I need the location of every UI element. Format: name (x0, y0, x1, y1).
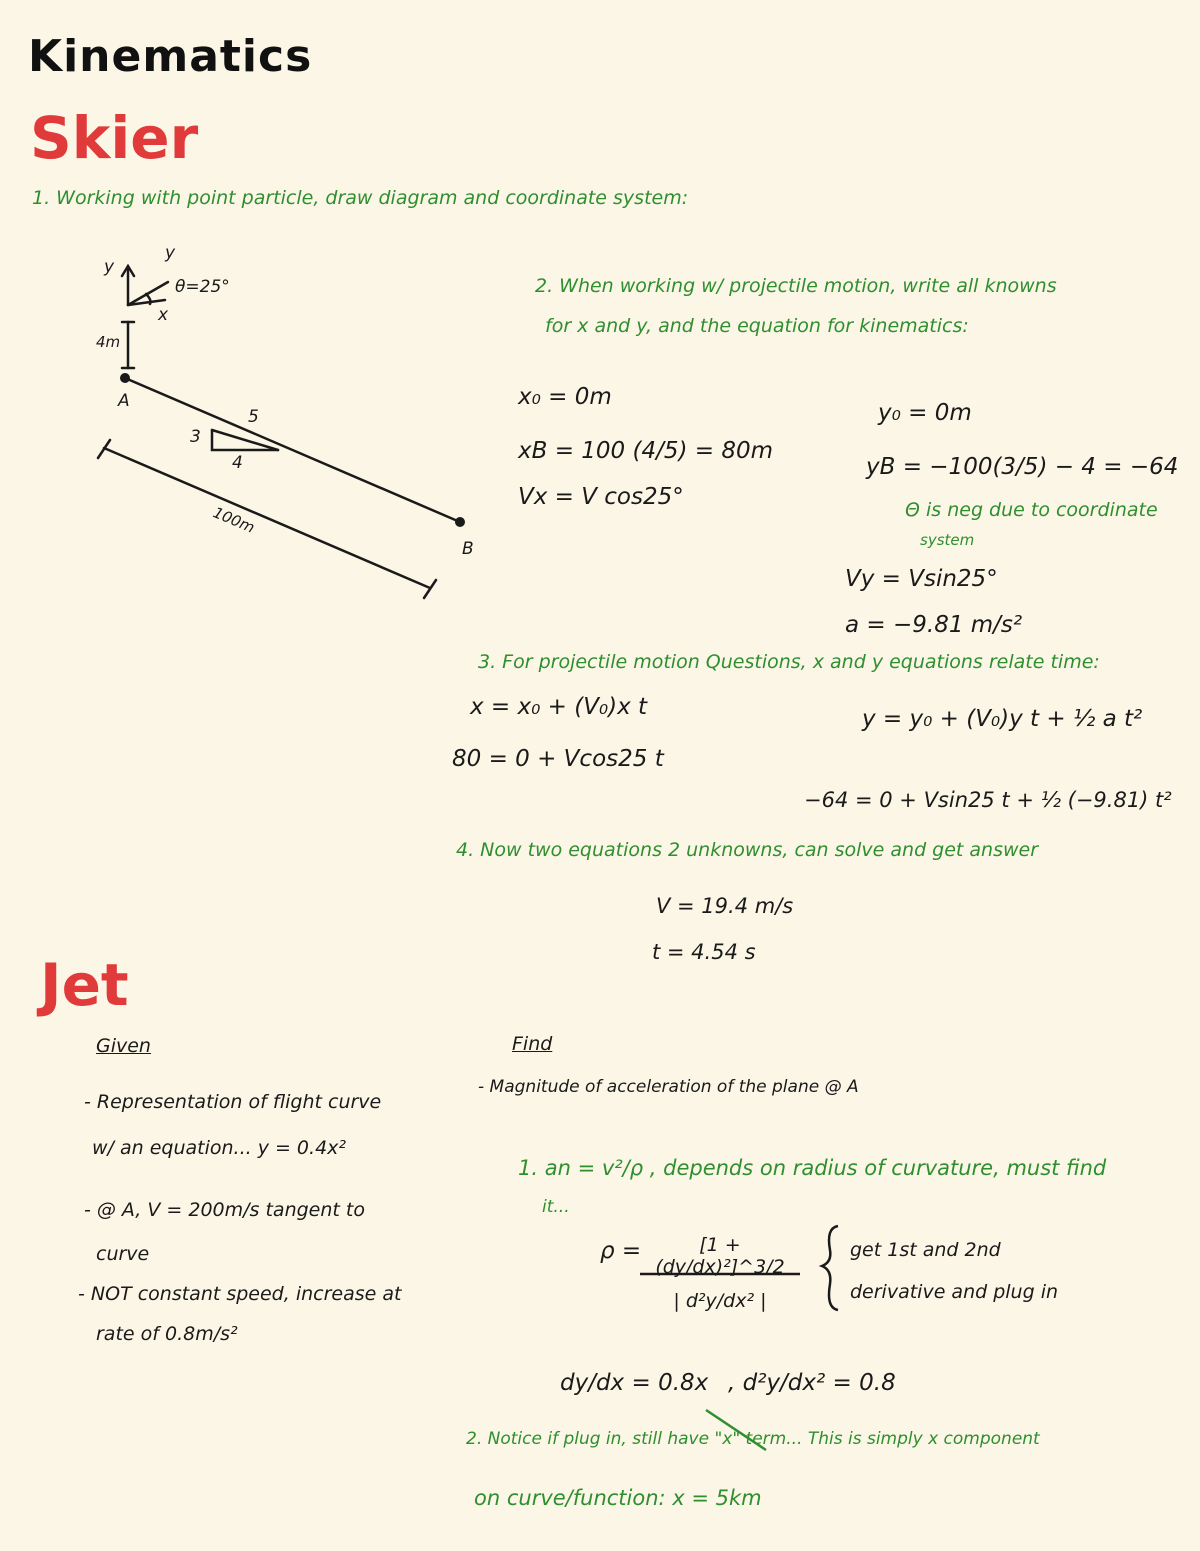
skier-t-answer: t = 4.54 s (652, 940, 756, 964)
rho-lhs: ρ = (600, 1238, 642, 1264)
diagram-length-label: 100m (210, 503, 258, 537)
skier-x-sub: 80 = 0 + Vcos25 t (452, 746, 664, 772)
jet-step1-line1: 1. an = v²/ρ , depends on radius of curvature, must find (518, 1156, 1107, 1180)
diagram-tri-horiz: 4 (232, 453, 243, 473)
jet-given2-line1: - @ A, V = 200m/s tangent to (84, 1199, 365, 1221)
skier-v-answer: V = 19.4 m/s (656, 894, 794, 918)
skier-step4: 4. Now two equations 2 unknowns, can solve and get answer (456, 839, 1039, 861)
skier-x-eq: x = x₀ + (V₀)x t (470, 694, 648, 720)
skier-step2-line1: 2. When working w/ projectile motion, write all knowns (535, 275, 1057, 297)
diagram-tri-vert: 3 (190, 427, 201, 447)
diagram-point-a: A (118, 391, 130, 411)
diagram-height-label: 4m (96, 333, 121, 351)
jet-find-label: Find (512, 1033, 553, 1055)
jet-dydx: dy/dx = 0.8x (560, 1370, 709, 1396)
skier-yB: yB = −100(3/5) − 4 = −64 (866, 454, 1179, 480)
skier-neg-note-line1: Θ is neg due to coordinate (905, 499, 1158, 521)
jet-given3-line2: rate of 0.8m/s² (96, 1323, 238, 1345)
brace-note-line1: get 1st and 2nd (850, 1239, 1001, 1261)
jet-d2ydx2: , d²y/dx² = 0.8 (728, 1370, 896, 1396)
diagram-y-label: y (104, 257, 115, 277)
jet-given2-line2: curve (96, 1243, 150, 1265)
skier-y-sub: −64 = 0 + Vsin25 t + ½ (−9.81) t² (804, 788, 1172, 812)
jet-given-label: Given (96, 1035, 151, 1057)
skier-x0: x₀ = 0m (518, 384, 612, 410)
jet-find1: - Magnitude of acceleration of the plane @ A (478, 1077, 859, 1097)
rho-numerator: [1 + (dy/dx)²]^3/2 (655, 1234, 785, 1278)
jet-given1-line2: w/ an equation... y = 0.4x² (92, 1137, 347, 1159)
skier-heading: Skier (30, 104, 199, 172)
rho-denominator: | d²y/dx² | (673, 1290, 767, 1312)
skier-xB: xB = 100 (4/5) = 80m (518, 438, 774, 464)
skier-neg-note-line2: system (920, 531, 975, 549)
skier-a: a = −9.81 m/s² (845, 612, 1023, 638)
diagram-y-small-label: y (165, 243, 176, 263)
skier-vy: Vy = Vsin25° (845, 566, 998, 592)
jet-step2-line2: on curve/function: x = 5km (474, 1486, 762, 1510)
skier-step2-line2: for x and y, and the equation for kinematics: (545, 315, 969, 337)
diagram-tri-hyp: 5 (248, 407, 259, 427)
jet-given3-line1: - NOT constant speed, increase at (78, 1283, 402, 1305)
page-title: Kinematics (28, 31, 313, 82)
jet-step2-line1: 2. Notice if plug in, still have "x" term... This is simply x component (466, 1429, 1040, 1449)
jet-heading: Jet (40, 951, 129, 1019)
skier-y0: y₀ = 0m (878, 400, 972, 426)
jet-given1-line1: - Representation of flight curve (84, 1091, 382, 1113)
diagram-x-label: x (158, 305, 169, 325)
skier-y-eq: y = y₀ + (V₀)y t + ½ a t² (862, 706, 1143, 732)
brace (822, 1226, 838, 1310)
skier-vx: Vx = V cos25° (518, 484, 684, 510)
brace-note-line2: derivative and plug in (850, 1281, 1059, 1303)
jet-step1-line2: it... (542, 1197, 570, 1217)
skier-step3: 3. For projectile motion Questions, x and y equations relate time: (478, 651, 1100, 673)
diagram-point-b: B (462, 539, 474, 559)
skier-step1: 1. Working with point particle, draw diagram and coordinate system: (32, 187, 689, 209)
diagram-theta-label: θ=25° (175, 277, 230, 297)
